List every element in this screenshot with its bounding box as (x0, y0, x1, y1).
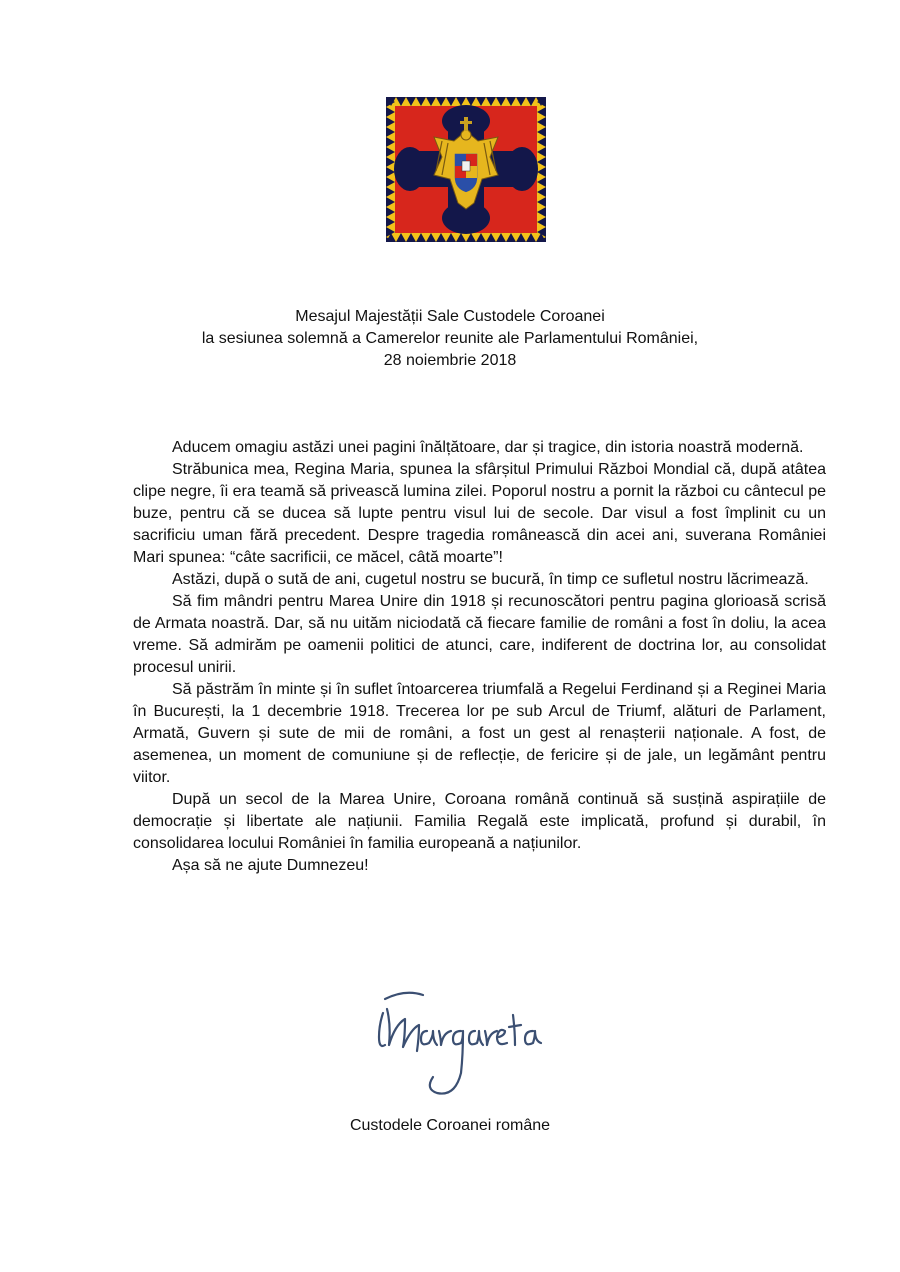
message-body (133, 437, 826, 877)
signatory-title: Custodele Coroanei române (349, 1117, 551, 1134)
paragraph: Să păstrăm în minte și în suflet întoarcerea triumfală a Regelui Ferdinand și a Reginei Maria în București, la 1 decembrie 1918. Trecerea lor pe sub Arcul de Triumf, alături de Parlament, Armată, Guvern și sute de mii de români, a fost un gest al renașterii naționale. A fost, de asemenea, un moment de comuniune și de reflecție, de fericire și de jale, un legământ pentru viitor. (133, 681, 826, 786)
paragraph: După un secol de la Marea Unire, Coroana română continuă să susțină aspirațiile de democrație și libertate ale națiunii. Familia Regală este implicată, profund și durabil, în consolidarea locului României în familia europeană a națiunilor. (133, 791, 826, 852)
royal-standard-flag-icon (386, 97, 546, 242)
coat-of-arms-shield-icon (454, 153, 478, 193)
paragraph: Să fim mândri pentru Marea Unire din 1918 și recunoscători pentru pagina glorioasă scrisă de Armata noastră. Dar, să nu uităm niciodată că fiecare familie de români a fost în doliu, la acea vreme. Să admirăm pe oamenii politici de atunci, care, indiferent de doctrina lor, au consolidat procesul unirii. (133, 593, 826, 676)
handwritten-signature-icon (365, 985, 565, 1105)
paragraph: Aducem omagiu astăzi unei pagini înălțătoare, dar și tragice, din istoria noastră modernă. (172, 439, 804, 456)
paragraph: Astăzi, după o sută de ani, cugetul nostru se bucură, în timp ce sufletul nostru lăcrimează. (172, 571, 809, 588)
paragraph: Străbunica mea, Regina Maria, spunea la sfârșitul Primului Război Mondial că, după atâtea clipe negre, îi era teamă să privească lumina zilei. Poporul nostru a pornit la război cu cântecul pe buze, pentru că se ducea să lupte pentru visul lui de secole. Dar visul a fost împlinit cu un sacrificiu uman fără precedent. Despre tragedia românească din acei ani, suverana României Mari spunea: “câte sacrificii, ce măcel, câtă moarte”! (133, 461, 826, 566)
title-line-1: Mesajul Majestății Sale Custodele Coroanei (295, 308, 605, 325)
message-title (0, 306, 900, 372)
title-line-2: la sesiunea solemnă a Camerelor reunite ale Parlamentului României, (201, 330, 699, 347)
title-date: 28 noiembrie 2018 (383, 352, 517, 369)
paragraph: Așa să ne ajute Dumnezeu! (172, 857, 369, 874)
